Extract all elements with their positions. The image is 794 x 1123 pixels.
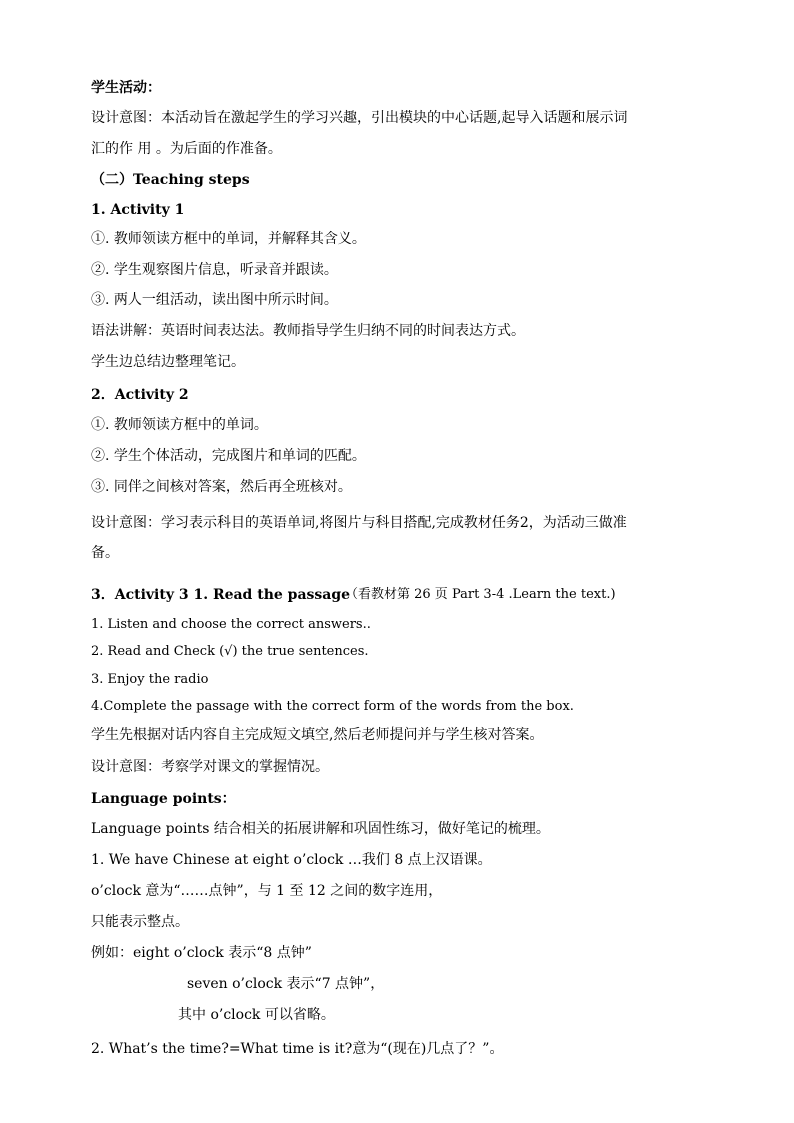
activity-3-procedure: 学生先根据对话内容自主完成短文填空,然后老师提问并与学生核对答案。	[91, 727, 544, 743]
language-points-intro: Language points 结合相关的拓展讲解和巩固性练习，做好笔记的梳理。	[91, 821, 550, 837]
paragraph-design-intent-1: 设计意图：本活动旨在激起学生的学习兴趣，引出模块的中心话题,起导入话题和展示词	[91, 110, 628, 126]
language-point-1: 1. We have Chinese at eight o’clock …我们 8 点上汉语课。	[91, 852, 492, 868]
example-omission-note: 其中 o’clock 可以省略。	[178, 1007, 335, 1023]
paragraph-design-intent-2-cont: 备。	[91, 545, 119, 561]
heading-language-points: Language points：	[91, 791, 236, 807]
paragraph-design-intent-1-cont: 汇的作 用 。为后面的作准备。	[91, 141, 282, 157]
example-eight-oclock: 例如：eight o’clock 表示“8 点钟”	[91, 945, 312, 961]
activity-3-task-2: 2. Read and Check (√) the true sentences.	[91, 644, 369, 659]
activity-3-task-1: 1. Listen and choose the correct answers..	[91, 617, 371, 632]
activity-2-step-1: ①. 教师领读方框中的单词。	[91, 417, 268, 433]
heading-teaching-steps: （二）Teaching steps	[91, 172, 250, 188]
language-point-1-explanation: o’clock 意为“……点钟”，与 1 至 12 之间的数字连用，	[91, 883, 443, 899]
heading-activity-1: 1. Activity 1	[91, 202, 185, 218]
example-seven-oclock: seven o’clock 表示“7 点钟”，	[187, 976, 385, 992]
language-point-2: 2. What’s the time?=What time is it?意为“(现在)几点了？”。	[91, 1041, 504, 1057]
activity-1-step-1: ①. 教师领读方框中的单词，并解释其含义。	[91, 231, 366, 247]
heading-student-activity: 学生活动：	[91, 80, 161, 96]
language-point-1-explanation-cont: 只能表示整点。	[91, 914, 189, 930]
heading-activity-3: 3．Activity 3 1. Read the passage	[91, 587, 351, 603]
activity-3-task-3: 3. Enjoy the radio	[91, 672, 209, 687]
paragraph-design-intent-3: 设计意图：考察学对课文的掌握情况。	[91, 759, 329, 775]
activity-2-step-2: ②. 学生个体活动，完成图片和单词的匹配。	[91, 448, 366, 464]
activity-3-textbook-ref: （看教材第 26 页 Part 3-4 .Learn the text.)	[345, 587, 616, 602]
activity-3-task-4: 4.Complete the passage with the correct form of the words from the box.	[91, 699, 574, 714]
activity-2-step-3: ③. 同伴之间核对答案，然后再全班核对。	[91, 479, 352, 495]
paragraph-design-intent-2: 设计意图：学习表示科目的英语单词,将图片与科目搭配,完成教材任务2，为活动三做准	[91, 515, 627, 531]
grammar-explanation: 语法讲解：英语时间表达法。教师指导学生归纳不同的时间表达方式。	[91, 323, 525, 339]
heading-activity-2: 2．Activity 2	[91, 387, 189, 403]
note-taking: 学生边总结边整理笔记。	[91, 354, 245, 370]
activity-1-step-2: ②. 学生观察图片信息，听录音并跟读。	[91, 262, 338, 278]
activity-1-step-3: ③. 两人一组活动，读出图中所示时间。	[91, 292, 338, 308]
